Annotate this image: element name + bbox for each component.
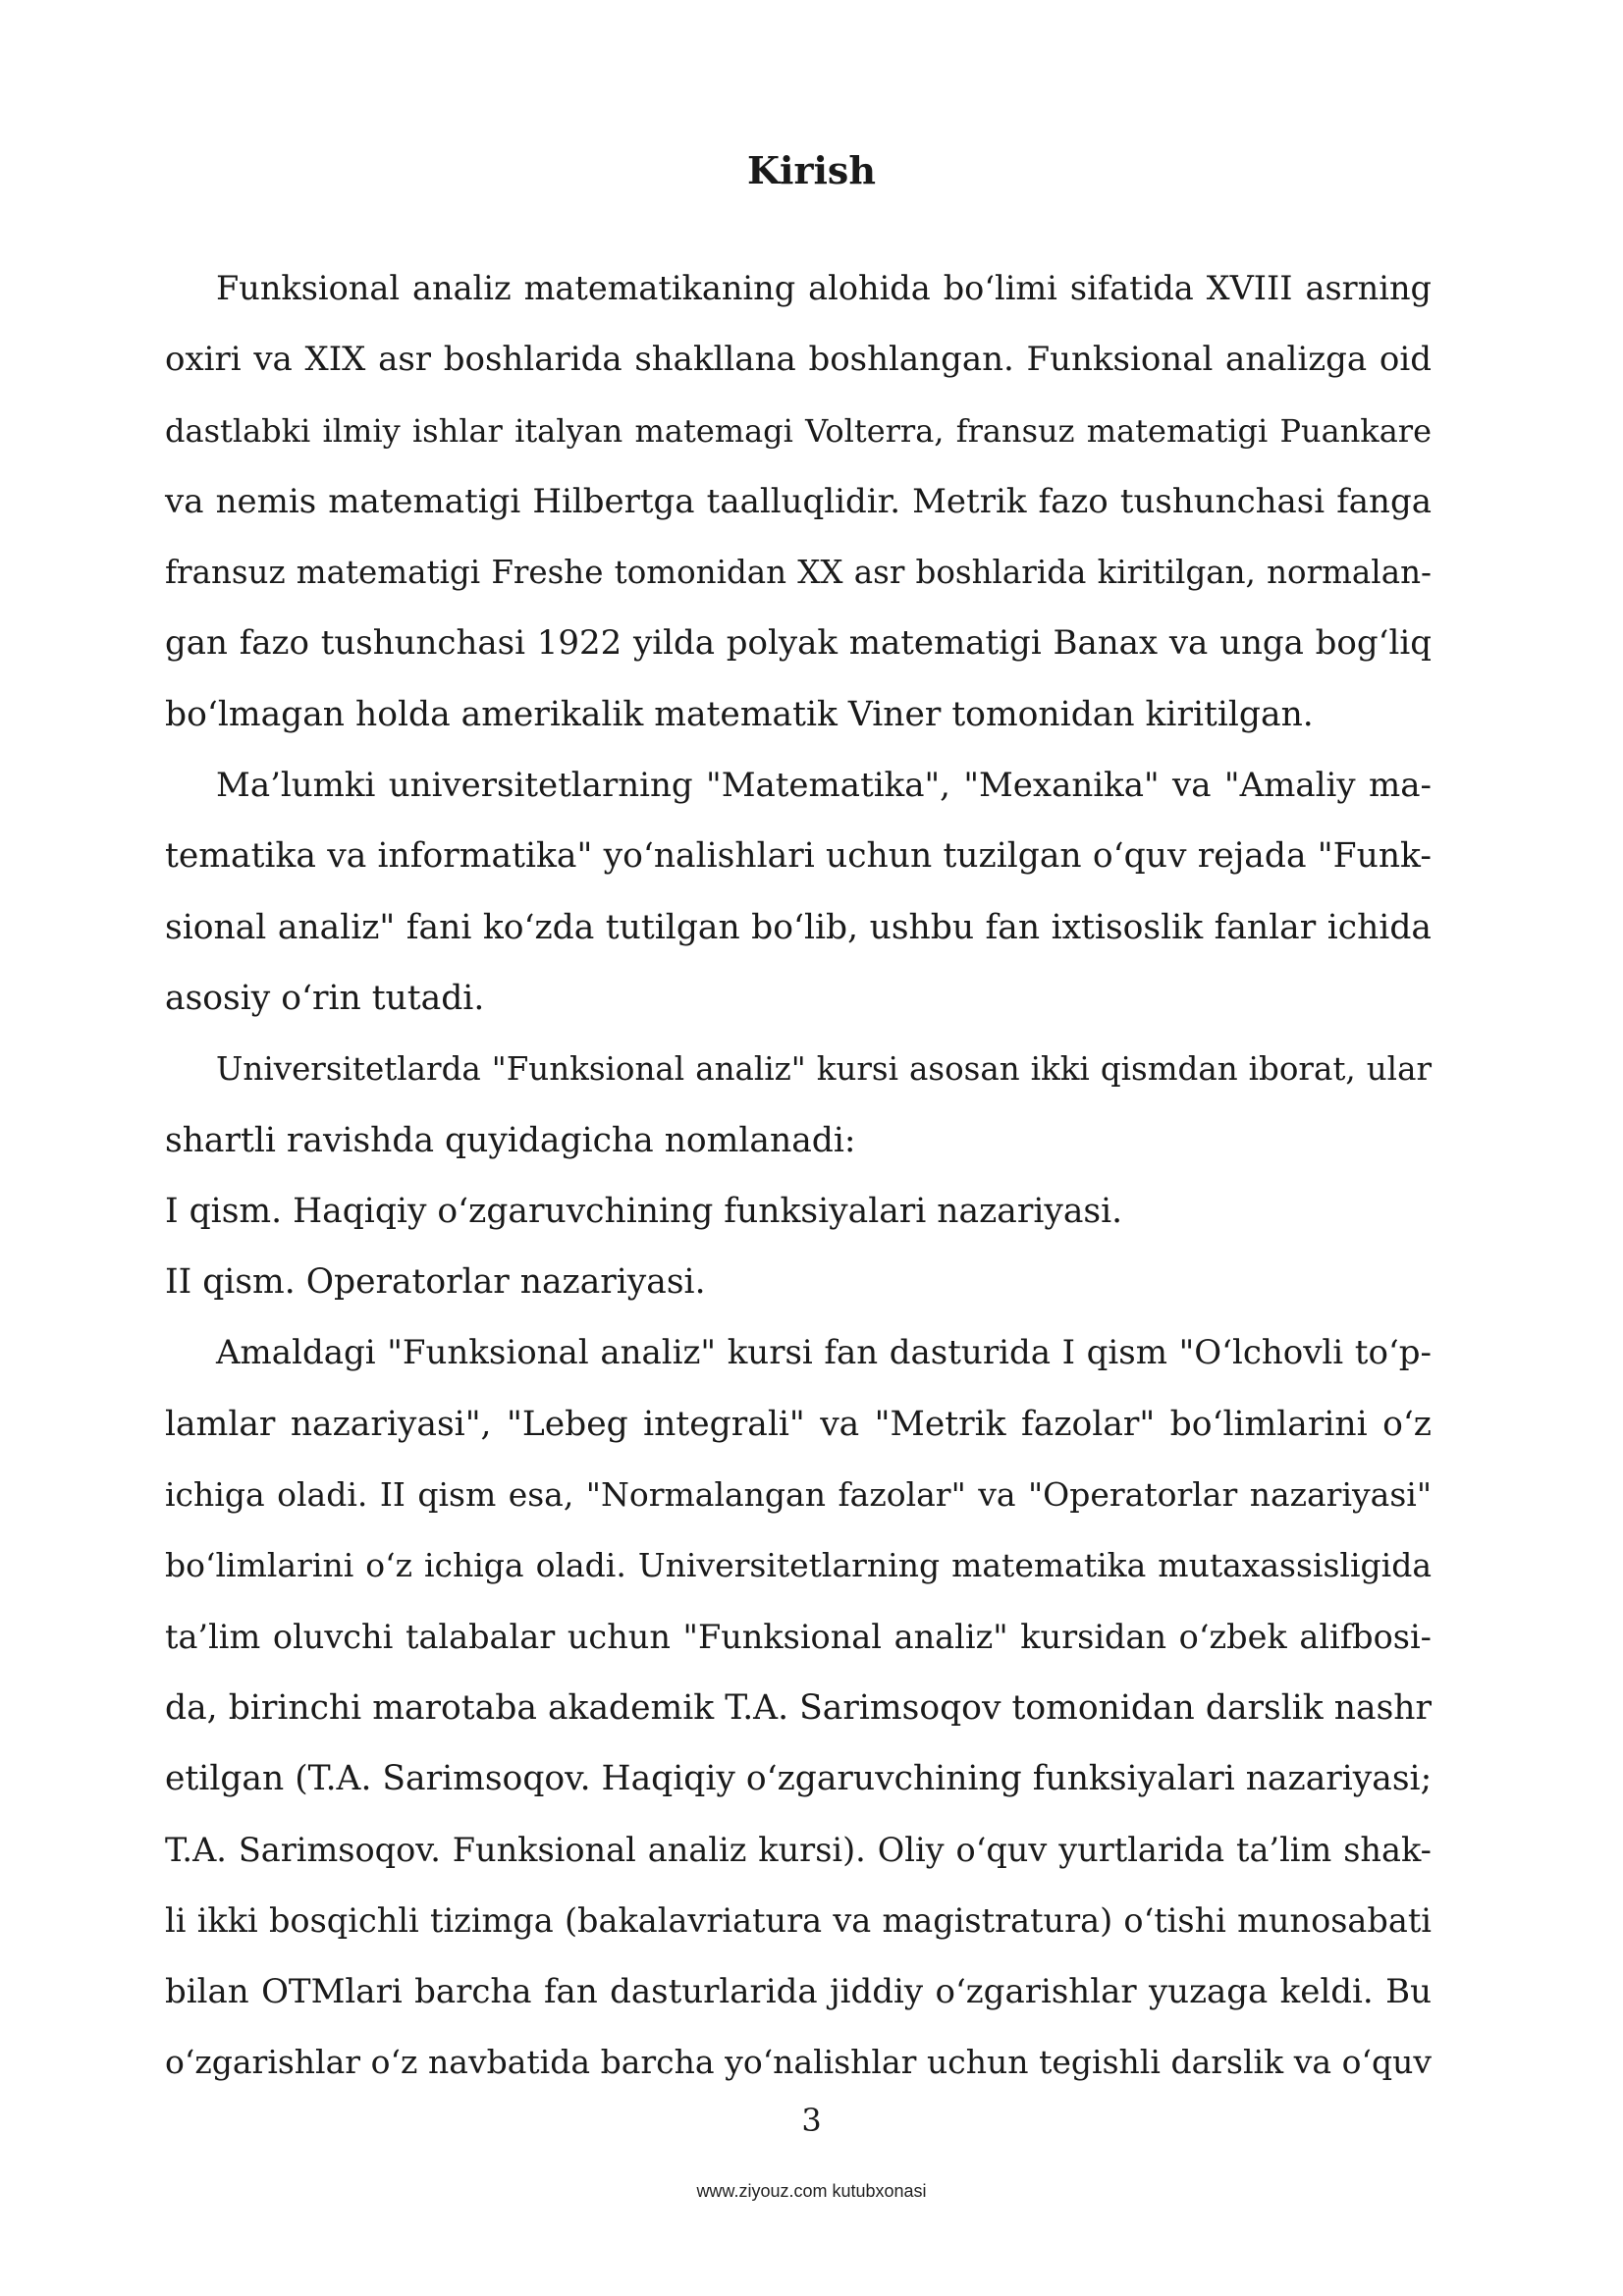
page-number: 3 bbox=[801, 2102, 822, 2139]
text-line: oxiri va XIX asr boshlarida shakllana boshlangan. Funksional analizga oid bbox=[165, 340, 1432, 380]
text-line: ichiga oladi. II qism esa, "Normalangan fazolar" va "Operatorlar nazariyasi" bbox=[165, 1475, 1432, 1515]
text-line: dastlabki ilmiy ishlar italyan matemagi Volterra, fransuz matematigi Puankare bbox=[165, 411, 1432, 450]
text-line: fransuz matematigi Freshe tomonidan XX asr boshlarida kiritilgan, normalan- bbox=[165, 554, 1432, 592]
text-line: shartli ravishda quyidagicha nomlanadi: bbox=[165, 1120, 856, 1160]
text-line: o‘zgarishlar o‘z navbatida barcha yo‘nalishlar uchun tegishli darslik va o‘quv bbox=[165, 2043, 1432, 2082]
text-line: ta’lim oluvchi talabalar uchun "Funksional analiz" kursidan o‘zbek alifbosi- bbox=[165, 1617, 1432, 1656]
text-line: Funksional analiz matematikaning alohida bo‘limi sifatida XVIII asrning bbox=[216, 269, 1432, 307]
text-line: tematika va informatika" yo‘nalishlari uchun tuzilgan o‘quv rejada "Funk- bbox=[165, 836, 1432, 877]
text-line: Amaldagi "Funksional analiz" kursi fan dasturida I qism "O‘lchovli to‘p- bbox=[216, 1333, 1432, 1373]
text-line: asosiy o‘rin tutadi. bbox=[165, 978, 485, 1018]
footer-watermark: www.ziyouz.com kutubxonasi bbox=[696, 2181, 927, 2201]
text-line: Ma’lumki universitetlarning "Matematika", "Mexanika" va "Amaliy ma- bbox=[216, 766, 1432, 806]
text-line: bo‘limlarini o‘z ichiga oladi. Universitetlarning matematika mutaxassisligida bbox=[165, 1546, 1432, 1585]
text-line: I qism. Haqiqiy o‘zgaruvchining funksiyalari nazariyasi. bbox=[165, 1191, 1123, 1231]
text-line: gan fazo tushunchasi 1922 yilda polyak matematigi Banax va unga bog‘liq bbox=[165, 623, 1432, 664]
text-line: etilgan (T.A. Sarimsoqov. Haqiqiy o‘zgaruvchining funksiyalari nazariyasi; bbox=[165, 1759, 1433, 1799]
text-line: lamlar nazariyasi", "Lebeg integrali" va "Metrik fazolar" bo‘limlarini o‘z bbox=[165, 1404, 1432, 1444]
text-line: li ikki bosqichli tizimga (bakalavriatura va magistratura) o‘tishi munosabati bbox=[165, 1900, 1432, 1940]
text-line: da, birinchi marotaba akademik T.A. Sarimsoqov tomonidan darslik nashr bbox=[165, 1687, 1432, 1728]
body-text bbox=[165, 253, 1432, 2099]
text-line: va nemis matematigi Hilbertga taalluqlidir. Metrik fazo tushunchasi fanga bbox=[165, 481, 1432, 521]
text-line: bo‘lmagan holda amerikalik matematik Viner tomonidan kiritilgan. bbox=[165, 694, 1314, 734]
text-line: Universitetlarda "Funksional analiz" kursi asosan ikki qismdan iborat, ular bbox=[216, 1050, 1432, 1089]
text-line: II qism. Operatorlar nazariyasi. bbox=[165, 1262, 706, 1303]
text-line: sional analiz" fani ko‘zda tutilgan bo‘lib, ushbu fan ixtisoslik fanlar ichida bbox=[165, 907, 1432, 947]
text-line: T.A. Sarimsoqov. Funksional analiz kursi). Oliy o‘quv yurtlarida ta’lim shak- bbox=[165, 1830, 1432, 1869]
text-line: bilan OTMlari barcha fan dasturlarida jiddiy o‘zgarishlar yuzaga keldi. Bu bbox=[165, 1972, 1432, 2012]
page-title: Kirish bbox=[747, 148, 876, 192]
